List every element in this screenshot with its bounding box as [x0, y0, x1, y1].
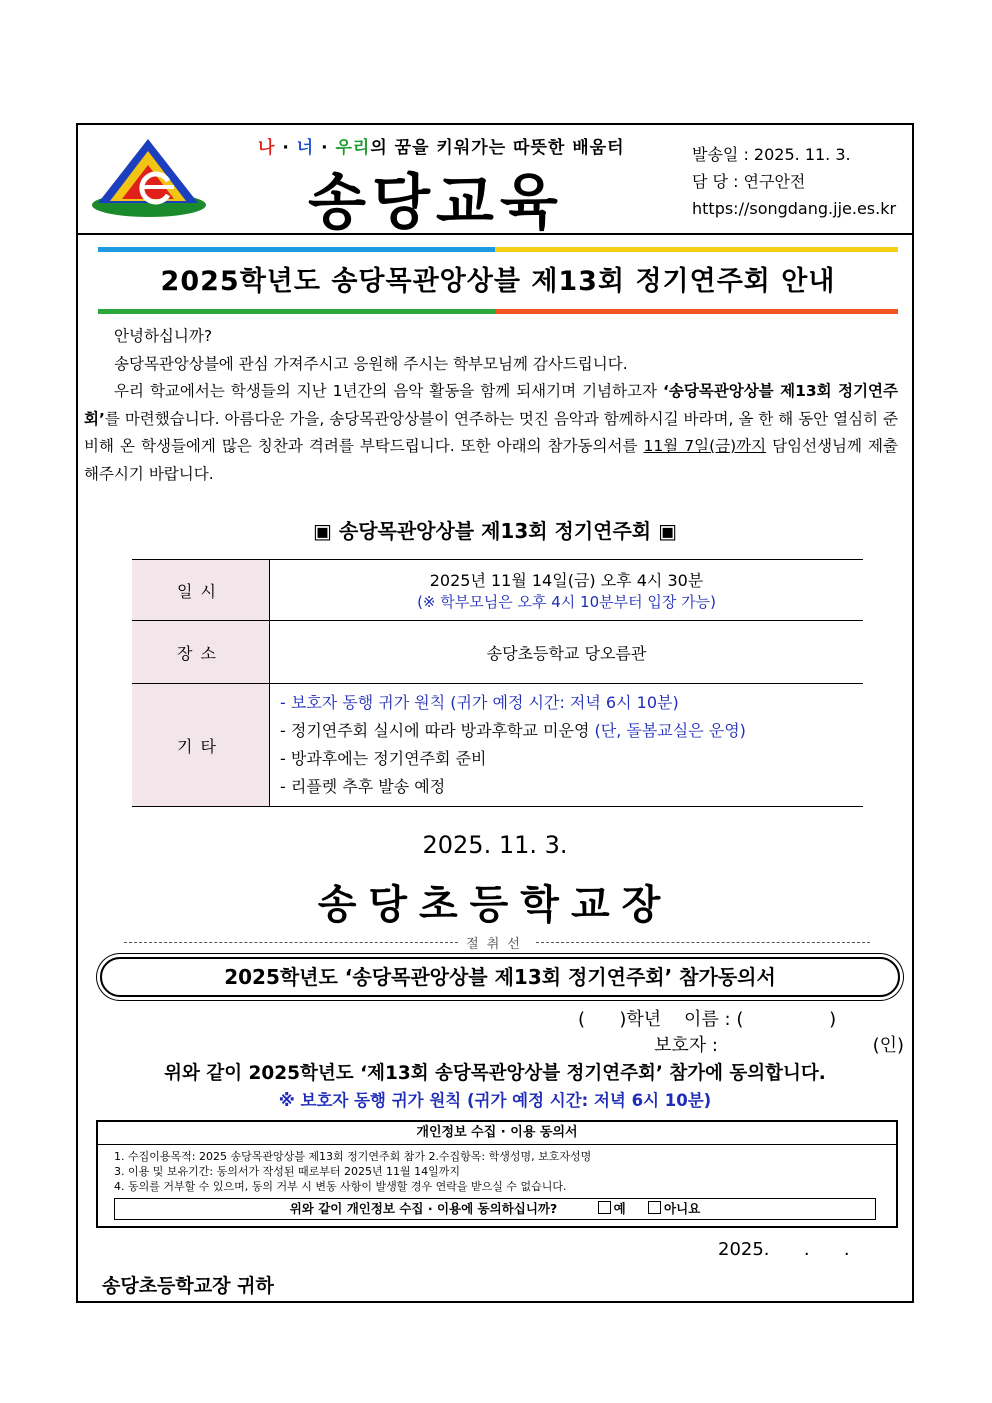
agree-statement: 위와 같이 2025학년도 ‘제13회 송당목관앙상블 정기연주회’ 참가에 동의합니다. [164, 1063, 826, 1084]
intro-text [84, 323, 898, 488]
yes-checkbox[interactable] [598, 1201, 611, 1214]
title-bar-bottom-orange [495, 309, 898, 314]
deadline: 11월 7일(금)까지 [643, 437, 767, 455]
cut-label: 절취선 [466, 937, 528, 952]
event-info-table [132, 559, 863, 807]
cut-dash-left [124, 942, 458, 943]
list-item: - 보호자 동행 귀가 원칙 (귀가 예정 시간: 저녁 6시 10분) [280, 693, 679, 712]
issue-date: 2025. 11. 3. [422, 831, 568, 859]
title-bar-bottom-green [98, 309, 495, 314]
place-label: 장소 [132, 621, 270, 684]
table-row [132, 684, 863, 807]
title-bar-top-yellow [495, 247, 898, 252]
school-logo [90, 137, 208, 219]
etc-list [270, 684, 864, 807]
greeting: 안녕하십니까? [114, 327, 213, 345]
title-bar-top-blue [98, 247, 495, 252]
slogan: 나 · 너 · 우리의 꿈을 키워가는 따뜻한 배움터 [258, 138, 625, 158]
seal-mark: (인) [872, 1035, 904, 1056]
cut-line [124, 933, 870, 952]
letterhead [78, 125, 912, 238]
list-item: - 방과후에는 정기연주회 준비 [280, 749, 487, 768]
addressee: 송당초등학교장 귀하 [102, 1275, 274, 1297]
privacy-line: 4. 동의를 거부할 수 있으며, 동의 거부 시 변동 사항이 발생할 경우 연락을 받으실 수 없습니다. [114, 1180, 567, 1193]
yes-label: 예 [613, 1201, 626, 1216]
privacy-consent-box [96, 1120, 898, 1228]
consent-title: 2025학년도 ‘송당목관앙상블 제13회 정기연주회’ 참가동의서 [100, 957, 900, 997]
manager: 담 당 : 연구안전 [692, 172, 806, 191]
etc-label: 기타 [132, 684, 270, 807]
no-label: 아니요 [664, 1201, 701, 1216]
privacy-line: 1. 수집이용목적: 2025 송당목관앙상블 제13회 정기연주회 참가 2.수집항목: 학생성명, 보호자성명 [114, 1150, 592, 1163]
privacy-terms [98, 1145, 896, 1194]
guardian-label: 보호자 : [654, 1035, 718, 1056]
guardian-field[interactable] [654, 1031, 904, 1057]
no-checkbox[interactable] [648, 1201, 661, 1214]
send-date: 발송일 : 2025. 11. 3. [692, 145, 851, 164]
privacy-question-text: 위와 같이 개인정보 수집 · 이용에 동의하십니까? [289, 1201, 558, 1216]
grade-name-field[interactable]: ( )학년 이름 : ( ) [578, 1009, 837, 1030]
datetime-note: (※ 학부모님은 오후 4시 10분부터 입장 가능) [417, 593, 716, 611]
list-item: - 리플렛 추후 발송 예정 [280, 777, 446, 796]
datetime-cell [270, 560, 864, 621]
document-title: 2025학년도 송당목관앙상블 제13회 정기연주회 안내 [160, 266, 836, 297]
privacy-question [114, 1198, 876, 1220]
privacy-title: 개인정보 수집 · 이용 동의서 [98, 1122, 896, 1145]
cut-dash-right [536, 942, 870, 943]
event-section-title: ▣ 송당목관앙상블 제13회 정기연주회 ▣ [313, 519, 677, 543]
privacy-line: 3. 이용 및 보유기간: 동의서가 작성된 때로부터 2025년 11월 14일까지 [114, 1165, 461, 1178]
datetime-label: 일시 [132, 560, 270, 621]
title-box [98, 247, 898, 317]
document-frame [76, 123, 914, 1303]
intro-body: 우리 학교에서는 학생들의 지난 1년간의 음악 활동을 함께 되새기며 기념하고자 ‘송당목관앙상블 제13회 정기연주회’를 마련했습니다. 아름다운 가을, 송당목관앙상블이 연주하는 멋진 음악과 함께하시길 바라며, 올 한 해 동안 열심히 준비해 온 학생들에게 많은 칭찬과 격려를 부탁드립니다. 또한 아래의 참가동의서를 11월 7일(금)까지 담임선생님께 제출해주시기 바랍니다. [84, 382, 898, 483]
principal-signature: 송당초등학교장 [317, 882, 673, 928]
school-url[interactable]: https://songdang.jje.es.kr [692, 199, 897, 218]
date-fill-line[interactable]: 2025. . . [718, 1239, 850, 1260]
datetime-value: 2025년 11월 14일(금) 오후 4시 30분 [429, 571, 704, 590]
thanks: 송당목관앙상블에 관심 가져주시고 응원해 주시는 학부모님께 감사드립니다. [114, 354, 628, 373]
issue-meta [692, 141, 896, 222]
table-row [132, 621, 863, 684]
table-row [132, 560, 863, 621]
consent-note: ※ 보호자 동행 귀가 원칙 (귀가 예정 시간: 저녁 6시 10분) [278, 1091, 712, 1110]
list-item: - 정기연주회 실시에 따라 방과후학교 미운영 (단, 돌봄교실은 운영) [280, 721, 746, 740]
place-value: 송당초등학교 당오름관 [270, 621, 864, 684]
brand-title: 송당교육 [308, 168, 564, 238]
